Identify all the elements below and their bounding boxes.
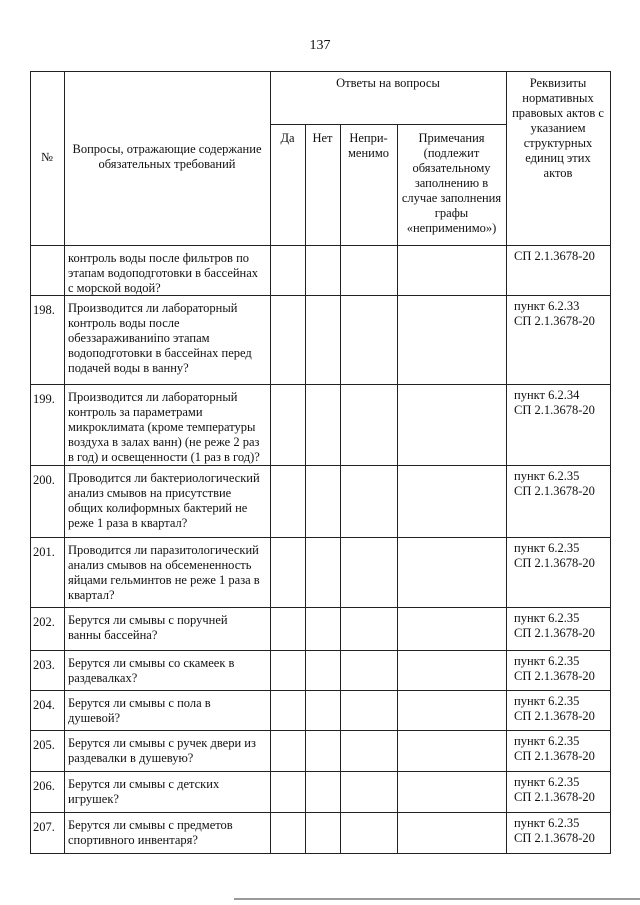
row-question: Проводится ли паразитологический анализ смывов на обсемененность яйцами гельминтов не реже 1 раза в квартал?	[68, 543, 260, 602]
header-question: Вопросы, отражающие содержание обязательных требований	[72, 142, 262, 171]
row-question: Берутся ли смывы с детских игрушек?	[68, 777, 220, 806]
row-rule	[30, 853, 611, 854]
header-not-applicable: Непри- менимо	[348, 131, 389, 160]
row-number: 198.	[33, 303, 55, 317]
row-question: Берутся ли смывы с пола в душевой?	[68, 696, 211, 725]
row-requisite: пункт 6.2.35 СП 2.1.3678-20	[514, 816, 595, 845]
row-requisite: пункт 6.2.33 СП 2.1.3678-20	[514, 299, 595, 328]
row-number: 204.	[33, 698, 55, 712]
header-yes: Да	[280, 131, 295, 145]
header-notes: Примечания (подлежит обязательному заполнению в случае заполнения графы «неприменимо»)	[401, 131, 502, 235]
row-requisite: пункт 6.2.34 СП 2.1.3678-20	[514, 388, 595, 417]
row-requisite: пункт 6.2.35 СП 2.1.3678-20	[514, 734, 595, 763]
row-question: Берутся ли смывы с предметов спортивного инвентаря?	[68, 818, 233, 847]
row-requisite: пункт 6.2.35 СП 2.1.3678-20	[514, 611, 595, 640]
row-question: Берутся ли смывы с поручней ванны бассейна?	[68, 613, 228, 642]
row-question: Проводится ли бактериологический анализ смывов на присутствие общих колиформных бактерий не реже 1 раза в квартал?	[68, 471, 260, 530]
row-question: Производится ли лабораторный контроль воды после обеззараживаниіпо этапам водоподготовки в бассейнах перед подачей воды в ванну?	[68, 301, 252, 375]
row-question: Берутся ли смывы со скамеек в раздевалках?	[68, 656, 235, 685]
row-number: 205.	[33, 738, 55, 752]
row-requisite: пункт 6.2.35 СП 2.1.3678-20	[514, 654, 595, 683]
row-number: 202.	[33, 615, 55, 629]
row-requisite: СП 2.1.3678-20	[514, 249, 595, 263]
header-requisites: Реквизиты нормативных правовых актов с указанием структурных единиц этих актов	[512, 76, 604, 180]
row-number: 203.	[33, 658, 55, 672]
scan-edge-line	[234, 898, 640, 900]
row-number: 199.	[33, 392, 55, 406]
row-requisite: пункт 6.2.35 СП 2.1.3678-20	[514, 541, 595, 570]
header-answers: Ответы на вопросы	[336, 76, 440, 90]
row-requisite: пункт 6.2.35 СП 2.1.3678-20	[514, 775, 595, 804]
header-no: Нет	[312, 131, 333, 145]
row-number: 201.	[33, 545, 55, 559]
row-requisite: пункт 6.2.35 СП 2.1.3678-20	[514, 694, 595, 723]
row-question: Берутся ли смывы с ручек двери из раздевалки в душевую?	[68, 736, 256, 765]
row-number: 207.	[33, 820, 55, 834]
page-number: 137	[309, 38, 331, 53]
row-question: Производится ли лабораторный контроль за параметрами микроклимата (кроме температуры воздуха в залах ванн) (не реже 2 раз в год) и освещенности (1 раз в год)?	[68, 390, 260, 464]
row-rule	[30, 71, 611, 72]
row-question: контроль воды после фильтров по этапам водоподготовки в бассейнах с морской водой?	[68, 251, 259, 295]
header-number: №	[41, 150, 53, 164]
row-number: 200.	[33, 473, 55, 487]
row-number: 206.	[33, 779, 55, 793]
column-rule	[610, 71, 611, 853]
row-requisite: пункт 6.2.35 СП 2.1.3678-20	[514, 469, 595, 498]
